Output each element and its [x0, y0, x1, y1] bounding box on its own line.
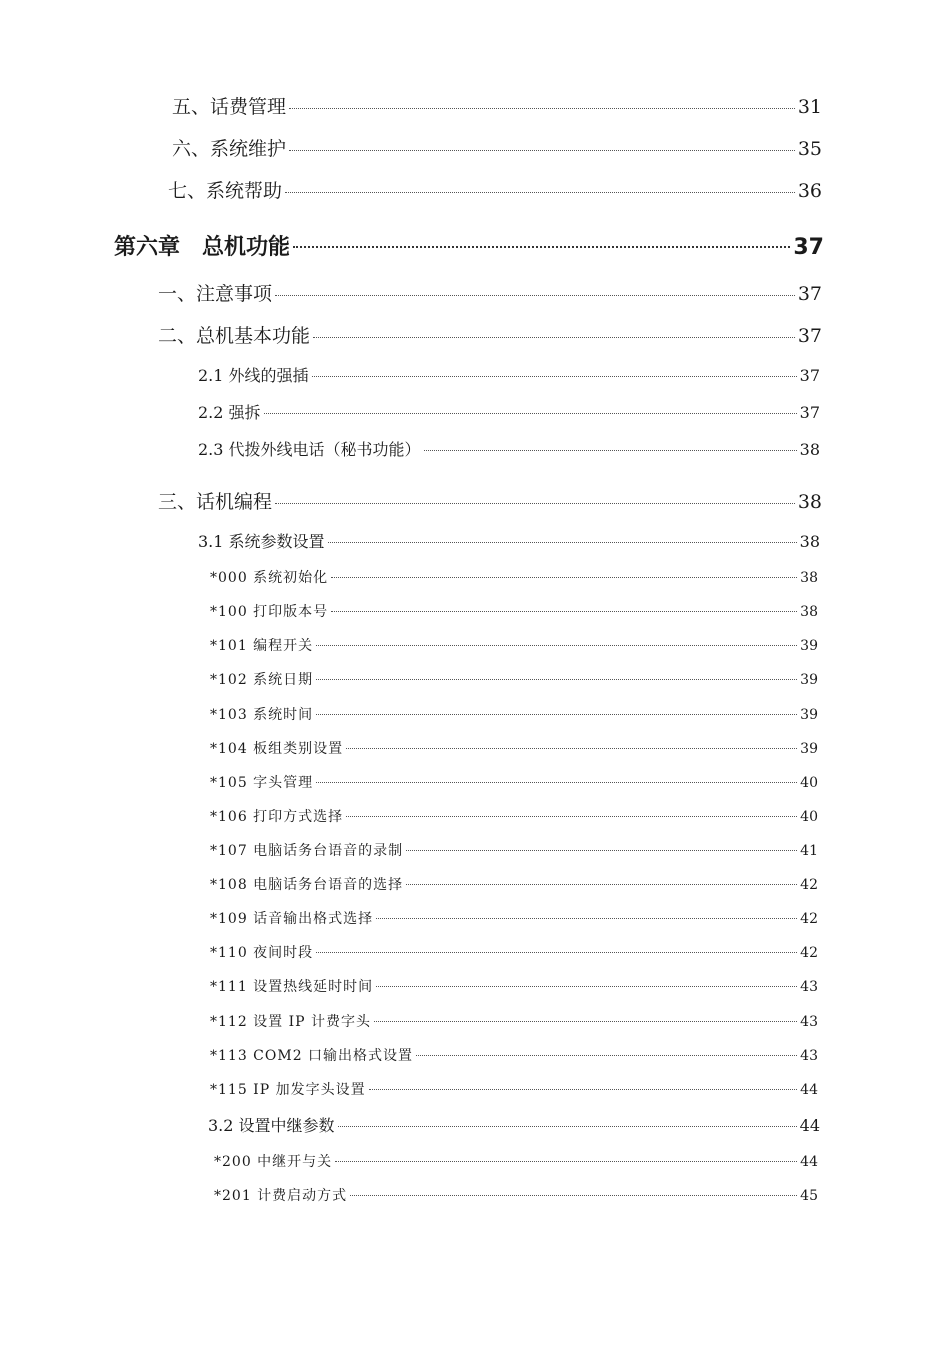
toc-entry-page: 39 — [800, 672, 818, 688]
toc-entry-page: 45 — [800, 1188, 818, 1204]
toc-leader-dots — [328, 542, 797, 543]
toc-leader-dots — [376, 918, 797, 919]
toc-entry[interactable] — [158, 487, 822, 514]
toc-entry-page: 37 — [797, 283, 822, 305]
toc-entry[interactable] — [172, 134, 822, 161]
toc-entry[interactable] — [198, 437, 820, 460]
toc-entry-page: 41 — [800, 843, 818, 859]
toc-entry-title: 二、总机基本功能 — [158, 325, 311, 347]
toc-entry[interactable] — [210, 976, 818, 996]
toc-entry[interactable] — [208, 1113, 820, 1136]
toc-entry-title: *110 夜间时段 — [210, 945, 314, 961]
toc-entry-title: 一、注意事项 — [158, 283, 273, 305]
toc-entry[interactable] — [210, 1079, 818, 1099]
toc-entry-page: 40 — [800, 809, 818, 825]
toc-entry-title: *115 IP 加发字头设置 — [210, 1082, 366, 1098]
toc-leader-dots — [406, 850, 797, 851]
toc-leader-dots — [285, 192, 795, 193]
toc-entry-page: 40 — [800, 775, 818, 791]
toc-leader-dots — [376, 986, 797, 987]
toc-entry-page: 42 — [800, 945, 818, 961]
toc-entry-title: *113 COM2 口输出格式设置 — [210, 1048, 414, 1064]
toc-entry[interactable] — [158, 321, 822, 348]
toc-entry[interactable] — [210, 601, 818, 621]
toc-entry-page: 36 — [797, 180, 822, 202]
toc-leader-dots — [316, 645, 797, 646]
toc-entry-page: 38 — [797, 491, 822, 513]
toc-entry[interactable] — [210, 738, 818, 758]
toc-entry[interactable] — [210, 1011, 818, 1031]
toc-entry-page: 37 — [793, 235, 824, 260]
toc-entry-page: 38 — [800, 570, 818, 586]
toc-entry-page: 37 — [797, 325, 822, 347]
toc-entry[interactable] — [210, 772, 818, 792]
toc-entry-title: *112 设置 IP 计费字头 — [210, 1014, 372, 1030]
toc-leader-dots — [275, 503, 795, 504]
toc-leader-dots — [264, 413, 797, 414]
toc-leader-dots — [369, 1089, 798, 1090]
toc-entry-page: 38 — [800, 604, 818, 620]
toc-entry-title: 三、话机编程 — [158, 491, 273, 513]
toc-leader-dots — [346, 816, 797, 817]
toc-entry[interactable] — [168, 176, 822, 203]
toc-entry-page: 38 — [799, 440, 820, 459]
toc-entry-title: *105 字头管理 — [210, 775, 314, 791]
toc-leader-dots — [316, 714, 797, 715]
toc-leader-dots — [316, 679, 797, 680]
toc-leader-dots — [312, 376, 797, 377]
toc-entry-title: *000 系统初始化 — [210, 570, 329, 586]
toc-entry-page: 39 — [800, 638, 818, 654]
toc-leader-dots — [338, 1126, 797, 1127]
toc-entry-page: 39 — [800, 707, 818, 723]
toc-entry-page: 42 — [800, 877, 818, 893]
toc-entry-title: 第六章 总机功能 — [114, 235, 291, 260]
toc-leader-dots — [289, 108, 795, 109]
toc-leader-dots — [316, 782, 797, 783]
toc-entry-title: *201 计费启动方式 — [214, 1188, 348, 1204]
toc-leader-dots — [331, 577, 797, 578]
toc-entry-title: 2.1 外线的强插 — [198, 366, 309, 385]
toc-entry[interactable] — [214, 1151, 818, 1171]
toc-entry-title: *106 打印方式选择 — [210, 809, 344, 825]
toc-leader-dots — [350, 1195, 797, 1196]
toc-entry-page: 43 — [800, 979, 818, 995]
toc-entry-title: *107 电脑话务台语音的录制 — [210, 843, 404, 859]
toc-entry-title: 六、系统维护 — [172, 138, 287, 160]
toc-entry-title: 七、系统帮助 — [168, 180, 283, 202]
toc-leader-dots — [416, 1055, 797, 1056]
toc-entry[interactable] — [158, 279, 822, 306]
toc-leader-dots — [275, 295, 795, 296]
toc-entry[interactable] — [210, 806, 818, 826]
toc-entry-title: *109 话音输出格式选择 — [210, 911, 374, 927]
toc-entry-title: *104 板组类别设置 — [210, 741, 344, 757]
toc-leader-dots — [374, 1021, 797, 1022]
toc-entry-page: 44 — [799, 1116, 820, 1135]
toc-entry-page: 44 — [800, 1154, 818, 1170]
toc-entry[interactable] — [198, 400, 820, 423]
toc-entry-title: 3.1 系统参数设置 — [198, 532, 325, 551]
toc-entry-title: *111 设置热线延时时间 — [210, 979, 374, 995]
toc-entry-title: 2.3 代拨外线电话（秘书功能） — [198, 440, 421, 459]
toc-entry[interactable] — [214, 1185, 818, 1205]
toc-entry-title: *101 编程开关 — [210, 638, 314, 654]
toc-entry[interactable] — [210, 1045, 818, 1065]
toc-entry[interactable] — [210, 840, 818, 860]
toc-entry[interactable] — [210, 908, 818, 928]
toc-entry-title: 2.2 强拆 — [198, 403, 261, 422]
toc-entry-title: 五、话费管理 — [172, 96, 287, 118]
toc-chapter-entry[interactable] — [114, 230, 824, 261]
toc-leader-dots — [335, 1161, 797, 1162]
toc-entry-page: 43 — [800, 1048, 818, 1064]
toc-entry[interactable] — [210, 704, 818, 724]
toc-entry-title: *102 系统日期 — [210, 672, 314, 688]
toc-entry[interactable] — [210, 874, 818, 894]
toc-leader-dots — [316, 952, 797, 953]
toc-entry-page: 43 — [800, 1014, 818, 1030]
toc-leader-dots — [313, 337, 795, 338]
toc-entry-title: *108 电脑话务台语音的选择 — [210, 877, 404, 893]
toc-leader-dots — [424, 450, 797, 451]
toc-entry[interactable] — [172, 92, 822, 119]
toc-entry-page: 37 — [799, 366, 820, 385]
toc-entry-page: 44 — [800, 1082, 818, 1098]
toc-entry[interactable] — [210, 567, 818, 587]
toc-entry-page: 39 — [800, 741, 818, 757]
toc-entry-title: *100 打印版本号 — [210, 604, 329, 620]
toc-entry-page: 35 — [797, 138, 822, 160]
toc-entry-title: 3.2 设置中继参数 — [208, 1116, 335, 1135]
toc-leader-dots — [331, 611, 797, 612]
toc-entry-page: 42 — [800, 911, 818, 927]
toc-entry[interactable] — [210, 635, 818, 655]
toc-entry-page: 38 — [799, 532, 820, 551]
toc-leader-dots — [293, 246, 790, 248]
toc-leader-dots — [289, 150, 795, 151]
toc-entry[interactable] — [210, 669, 818, 689]
toc-leader-dots — [406, 884, 797, 885]
toc-entry-title: *200 中继开与关 — [214, 1154, 333, 1170]
toc-entry-title: *103 系统时间 — [210, 707, 314, 723]
toc-entry[interactable] — [198, 529, 820, 552]
toc-entry[interactable] — [198, 363, 820, 386]
toc-entry[interactable] — [210, 942, 818, 962]
toc-entry-page: 37 — [799, 403, 820, 422]
toc-leader-dots — [346, 748, 797, 749]
toc-entry-page: 31 — [797, 96, 822, 118]
